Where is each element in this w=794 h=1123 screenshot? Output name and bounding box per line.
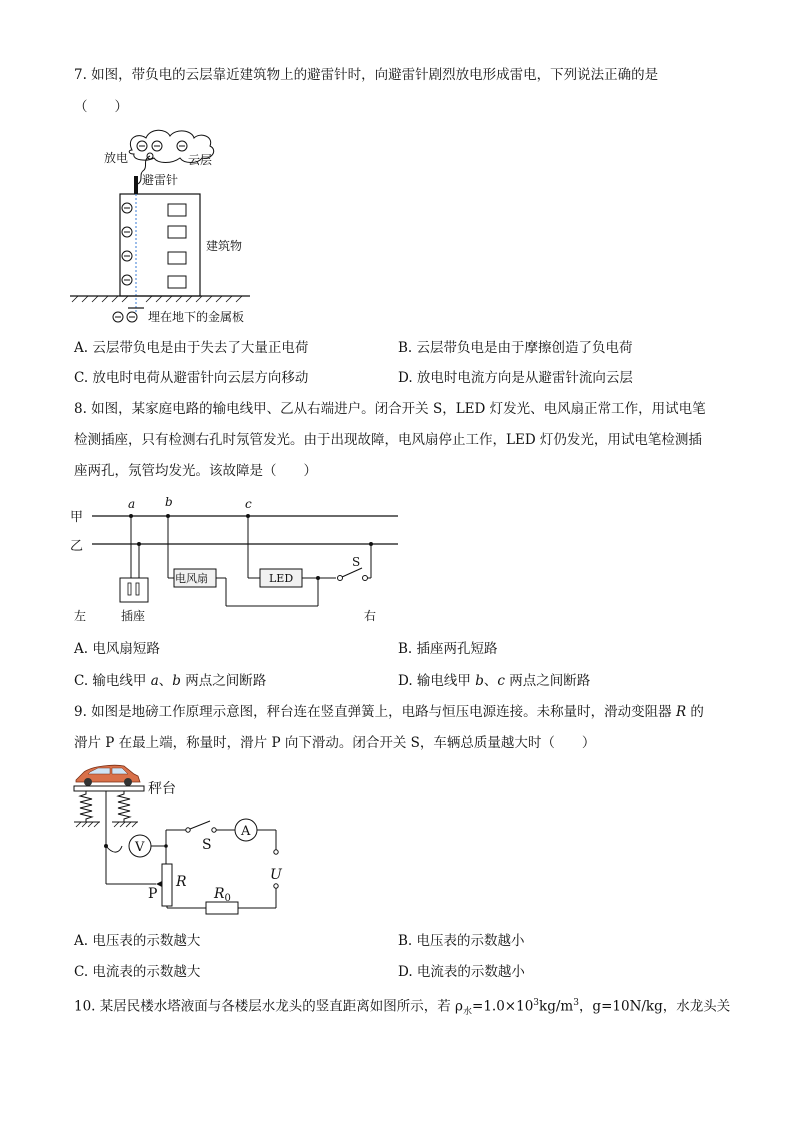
q9-label-slider: P	[148, 886, 158, 902]
resistor-r0	[206, 902, 238, 914]
q8-label-led: LED	[269, 572, 294, 585]
q9-label-source: U	[270, 867, 282, 883]
q9-label-r0: $R_0$	[214, 886, 231, 904]
q7-label-rod: 避雷针	[142, 173, 179, 187]
lightning-rod	[134, 176, 138, 194]
car-icon	[76, 765, 140, 786]
q8-label-left: 左	[74, 609, 87, 623]
q7-option-c[interactable]: C. 放电时电荷从避雷针向云层方向移动	[74, 370, 309, 386]
q7-stem: 7. 如图，带负电的云层靠近建筑物上的避雷针时，向避雷针剧烈放电形成雷电，下列说法正确的是	[74, 67, 659, 83]
q8-option-c-prefix: C. 输电线甲	[74, 673, 151, 689]
q8-label-yi: 乙	[70, 539, 84, 554]
q8-option-d-prefix: D. 输电线甲	[398, 673, 476, 689]
q8-point-b: b	[165, 495, 173, 509]
q9-label-platform: 秤台	[148, 781, 176, 797]
q8-stem-line-3: 座两孔，氖管均发光。该故障是（ ）	[74, 463, 317, 479]
cloud-charges	[137, 141, 187, 151]
q8-option-c-suffix: 两点之间断路	[180, 673, 267, 689]
junction-fan-led	[316, 576, 320, 580]
q10-density-unit: kg/m	[539, 998, 574, 1015]
q10-stem-text: 10. 某居民楼水塔液面与各楼层水龙头的竖直距离如图所示，若 ρ	[74, 998, 463, 1015]
q8-label-jia: 甲	[70, 510, 84, 525]
q8-option-c-point-b: b	[172, 673, 181, 689]
q8-household-circuit-figure	[64, 492, 414, 628]
q7-label-cloud: 云层	[188, 153, 213, 167]
q8-stem-line-1: 8. 如图，某家庭电路的输电线甲、乙从右端进户。闭合开关 S，LED 灯发光、电风扇正常工作，用试电笔	[74, 401, 706, 417]
q7-label-discharge: 放电	[104, 151, 129, 165]
q8-option-d-point-c: c	[497, 673, 505, 689]
q10-rho-subscript: 水	[463, 1007, 473, 1018]
q8-option-c[interactable]	[74, 672, 266, 690]
q9-weighbridge-figure	[62, 760, 302, 920]
q9-option-d[interactable]: D. 电流表的示数越小	[398, 964, 525, 980]
switch-lever	[342, 568, 362, 577]
q10-stem	[74, 994, 730, 1021]
q9-option-a[interactable]: A. 电压表的示数越大	[74, 933, 201, 949]
q9-label-voltmeter: V	[135, 840, 145, 855]
q8-option-d[interactable]	[398, 672, 590, 690]
socket-hole-left	[128, 583, 131, 595]
q7-option-b[interactable]: B. 云层带负电是由于摩擦创造了负电荷	[398, 340, 633, 356]
q9-label-rheostat: R	[176, 874, 187, 890]
q10-unit-exponent: 3	[573, 998, 579, 1008]
q7-option-a[interactable]: A. 云层带负电是由于失去了大量正电荷	[74, 340, 309, 356]
q9-label-switch: S	[202, 837, 212, 853]
plate-charges	[113, 312, 137, 322]
q8-option-b[interactable]: B. 插座两孔短路	[398, 641, 498, 657]
q9-switch-contact-left	[186, 828, 190, 832]
q8-point-c: c	[245, 497, 252, 511]
q8-option-a[interactable]: A. 电风扇短路	[74, 641, 160, 657]
q8-label-socket: 插座	[121, 609, 146, 623]
q9-option-b[interactable]: B. 电压表的示数越小	[398, 933, 525, 949]
q7-answer-blank: （ ）	[74, 99, 128, 115]
q8-option-c-point-a: a	[150, 673, 159, 689]
socket-box	[120, 578, 148, 602]
spring-right	[118, 791, 130, 822]
q10-density-value: =1.0×10	[472, 998, 534, 1015]
q8-stem-line-2: 检测插座，只有检测右孔时氖管发光。由于出现故障，电风扇停止工作，LED 灯仍发光，用试电笔检测插	[74, 432, 702, 448]
rheostat	[162, 864, 172, 906]
q9-stem-tail: 的	[686, 704, 704, 720]
q8-label-right: 右	[364, 609, 377, 623]
q7-lightning-rod-figure	[60, 126, 290, 326]
q8-option-d-suffix: 两点之间断路	[504, 673, 591, 689]
spring-left	[80, 791, 92, 822]
socket-hole-right	[136, 583, 139, 595]
q7-label-building: 建筑物	[206, 239, 243, 253]
source-terminal-top	[274, 850, 278, 854]
q8-option-d-sep: 、	[483, 673, 498, 689]
switch-contact-right	[363, 576, 368, 581]
q9-stem-text: 9. 如图是地磅工作原理示意图，秤台连在竖直弹簧上，电路与恒压电源连接。未称量时，滑动变阻器	[74, 704, 676, 720]
q9-stem-line-2: 滑片 P 在最上端，称量时，滑片 P 向下滑动。闭合开关 S，车辆总质量越大时（ ）	[74, 735, 596, 751]
q10-stem-tail: ，g=10N/kg，水龙头关	[578, 998, 731, 1015]
q8-option-c-sep: 、	[158, 673, 173, 689]
source-terminal-bottom	[274, 884, 278, 888]
q8-label-switch: S	[352, 555, 361, 569]
q7-label-plate: 埋在地下的金属板	[148, 310, 245, 324]
q9-label-ammeter: A	[241, 824, 251, 839]
q8-option-d-point-b: b	[475, 673, 484, 689]
q9-stem-line-1	[74, 703, 704, 721]
q9-option-c[interactable]: C. 电流表的示数越大	[74, 964, 201, 980]
q9-stem-r: R	[675, 704, 687, 720]
q9-switch-lever	[190, 821, 210, 829]
q8-point-a: a	[128, 497, 136, 511]
q10-density-exponent: 3	[533, 998, 540, 1008]
scale-platform	[74, 786, 144, 791]
switch-contact-left	[338, 576, 343, 581]
q9-switch-contact-right	[212, 828, 216, 832]
q8-label-fan: 电风扇	[175, 572, 208, 585]
q7-option-d[interactable]: D. 放电时电流方向是从避雷针流向云层	[398, 370, 633, 386]
ground-hatching	[72, 296, 242, 302]
